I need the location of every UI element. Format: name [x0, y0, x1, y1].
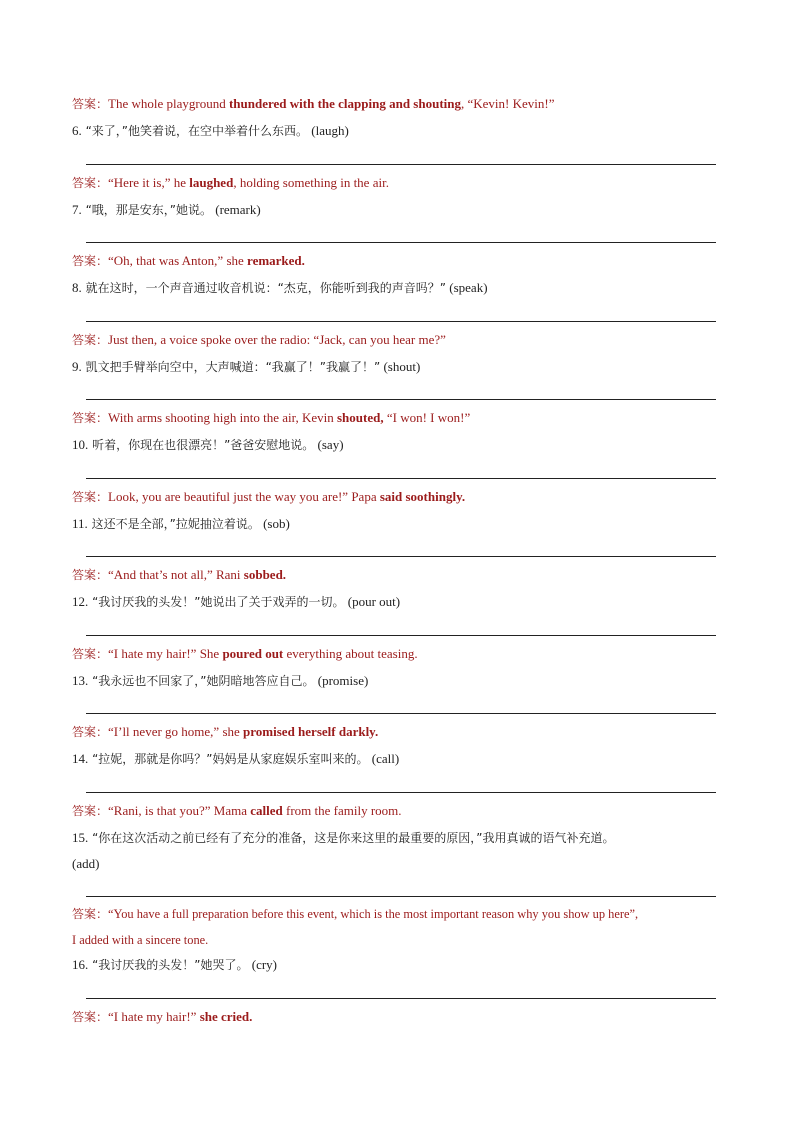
- question-hint: (laugh): [308, 123, 349, 138]
- answer-text: “Oh, that was Anton,” she: [108, 253, 248, 268]
- question-hint: (say): [314, 437, 344, 452]
- question-chinese: “哦，那是安东，”她说。: [81, 203, 212, 217]
- question-hint: (cry): [248, 957, 278, 972]
- question-chinese: 听着，你现在也很漂亮！”爸爸安慰地说。: [88, 438, 315, 452]
- question-line: [72, 354, 742, 380]
- answer-label: 答案：: [72, 568, 109, 582]
- answer-label: 答案：: [72, 254, 109, 268]
- question-number: 15.: [72, 830, 89, 845]
- answer-label: 答案：: [72, 804, 109, 818]
- answer-blank-line: [86, 242, 716, 243]
- answer-text: , holding something in the air.: [233, 175, 389, 190]
- question-hint: (sob): [259, 516, 290, 531]
- answer-key-phrase: remarked.: [247, 253, 305, 268]
- question-hint: (pour out): [344, 594, 401, 609]
- answer-text: “I hate my hair!” She: [108, 646, 223, 661]
- question-number: 14.: [72, 751, 89, 766]
- answer-text: Look, you are beautiful just the way you are!” Papa: [108, 489, 380, 504]
- answer-blank-line: [86, 164, 716, 165]
- answer-label: 答案：: [72, 907, 109, 921]
- question-hint: (call): [368, 751, 400, 766]
- answer-text: “I’ll never go home,” she: [108, 724, 244, 739]
- question-number: 6.: [72, 123, 82, 138]
- answer-line: [72, 641, 732, 667]
- question-chinese: 凯文把手臂举向空中，大声喊道：“我赢了！”我赢了！”: [81, 360, 381, 374]
- question-hint: (remark): [212, 202, 261, 217]
- answer-key-phrase: shouted,: [336, 410, 384, 425]
- question-line: [72, 275, 742, 301]
- answer-text: “Rani, is that you?” Mama: [108, 803, 251, 818]
- question-line: [72, 668, 742, 694]
- answer-label: 答案：: [72, 725, 109, 739]
- question-hint: (speak): [446, 280, 488, 295]
- question-line: [72, 432, 742, 458]
- question-line: [72, 511, 742, 537]
- answer-key-phrase: laughed: [189, 175, 234, 190]
- answer-text: , “Kevin! Kevin!”: [461, 96, 555, 111]
- answer-label: 答案：: [72, 176, 109, 190]
- answer-text: “Here it is,” he: [108, 175, 190, 190]
- question-line: [72, 118, 742, 144]
- answer-line: [72, 562, 732, 588]
- answer-line: [72, 719, 732, 745]
- question-chinese: “你在这次活动之前已经有了充分的准备，这是你来这里的最重要的原因，”我用真诚的语气补充道。: [88, 831, 615, 845]
- answer-label: 答案：: [72, 333, 109, 347]
- answer-text: “I won! I won!”: [383, 410, 471, 425]
- question-number: 8.: [72, 280, 82, 295]
- answer-label: 答案：: [72, 490, 109, 504]
- answer-line: [72, 405, 732, 431]
- answer-text: “You have a full preparation before this event, which is the most important reason why you show up here”,: [108, 907, 639, 921]
- answer-text: “I hate my hair!”: [108, 1009, 200, 1024]
- question-chinese: 这还不是全部，”拉妮抽泣着说。: [87, 517, 260, 531]
- answer-blank-line: [86, 998, 716, 999]
- answer-text: The whole playground: [108, 96, 229, 111]
- question-number: 7.: [72, 202, 82, 217]
- question-number: 16.: [72, 957, 89, 972]
- answer-key-phrase: said soothingly.: [379, 489, 466, 504]
- answer-text: “And that’s not all,” Rani: [108, 567, 244, 582]
- answer-line: [72, 798, 732, 824]
- answer-line: [72, 248, 732, 274]
- answer-label: 答案：: [72, 647, 109, 661]
- answer-line: [72, 170, 732, 196]
- question-chinese: “我讨厌我的头发！”她哭了。: [88, 958, 249, 972]
- answer-line: [72, 901, 732, 953]
- answer-label: 答案：: [72, 411, 109, 425]
- answer-key-phrase: thundered with the clapping and shouting: [228, 96, 461, 111]
- answer-text-continued: I added with a sincere tone.: [72, 933, 209, 947]
- answer-line: [72, 1004, 732, 1030]
- answer-text: Just then, a voice spoke over the radio: “Jack, can you hear me?”: [108, 332, 446, 347]
- question-line: [72, 746, 742, 772]
- answer-key-phrase: called: [250, 803, 283, 818]
- answer-label: 答案：: [72, 97, 109, 111]
- answer-key-phrase: she cried.: [199, 1009, 253, 1024]
- answer-text: from the family room.: [282, 803, 402, 818]
- answer-key-phrase: poured out: [222, 646, 284, 661]
- answer-text: everything about teasing.: [283, 646, 418, 661]
- answer-line: [72, 91, 732, 117]
- answer-line: [72, 484, 732, 510]
- answer-blank-line: [86, 896, 716, 897]
- question-hint: (add): [72, 856, 100, 871]
- answer-blank-line: [86, 556, 716, 557]
- question-line: [72, 952, 742, 978]
- question-line: [72, 825, 742, 877]
- question-hint: (shout): [380, 359, 421, 374]
- answer-label: 答案：: [72, 1010, 109, 1024]
- question-number: 12.: [72, 594, 89, 609]
- question-number: 13.: [72, 673, 89, 688]
- answer-blank-line: [86, 321, 716, 322]
- answer-key-phrase: sobbed.: [243, 567, 287, 582]
- answer-blank-line: [86, 635, 716, 636]
- question-line: [72, 589, 742, 615]
- answer-blank-line: [86, 478, 716, 479]
- question-hint: (promise): [314, 673, 369, 688]
- question-number: 11.: [72, 516, 88, 531]
- question-chinese: 就在这时，一个声音通过收音机说：“杰克，你能听到我的声音吗？”: [81, 281, 447, 295]
- question-chinese: “我讨厌我的头发！”她说出了关于戏弄的一切。: [88, 595, 345, 609]
- answer-blank-line: [86, 713, 716, 714]
- question-line: [72, 197, 742, 223]
- question-chinese: “拉妮，那就是你吗？”妈妈是从家庭娱乐室叫来的。: [88, 752, 369, 766]
- answer-line: [72, 327, 732, 353]
- answer-blank-line: [86, 399, 716, 400]
- answer-key-phrase: promised herself darkly.: [243, 724, 379, 739]
- question-chinese: “我永远也不回家了，”她阴暗地答应自己。: [88, 674, 315, 688]
- answer-blank-line: [86, 792, 716, 793]
- question-chinese: “来了，”他笑着说，在空中举着什么东西。: [81, 124, 308, 138]
- question-number: 9.: [72, 359, 82, 374]
- answer-text: With arms shooting high into the air, Kevin: [108, 410, 337, 425]
- question-number: 10.: [72, 437, 89, 452]
